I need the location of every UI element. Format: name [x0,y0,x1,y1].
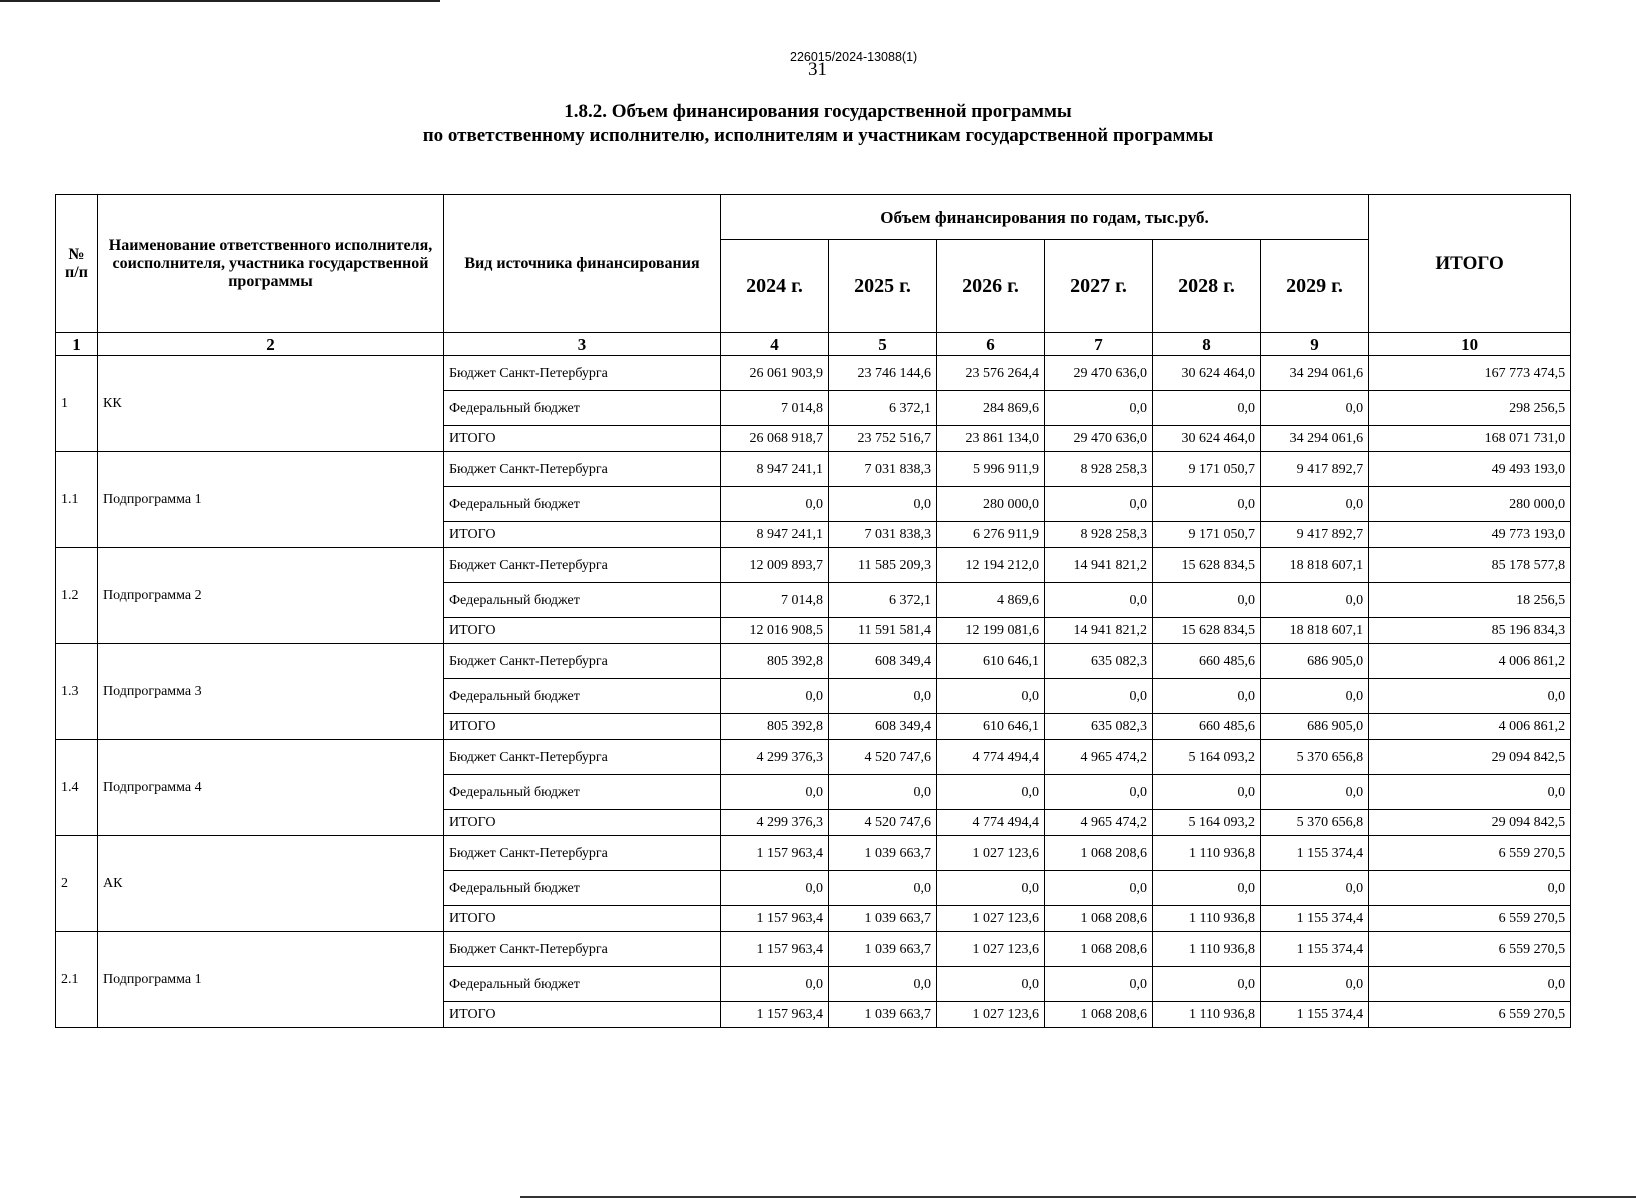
year-value: 0,0 [1261,775,1369,810]
year-value: 18 818 607,1 [1261,548,1369,583]
year-value: 4 299 376,3 [721,740,829,775]
year-value: 1 157 963,4 [721,1002,829,1028]
year-value: 23 752 516,7 [829,426,937,452]
row-total-value: 298 256,5 [1369,391,1571,426]
year-value: 15 628 834,5 [1153,618,1261,644]
year-value: 0,0 [1045,871,1153,906]
column-number: 9 [1261,333,1369,356]
year-value: 1 039 663,7 [829,906,937,932]
group-name: Подпрограмма 1 [98,452,444,548]
column-number: 10 [1369,333,1571,356]
header-year: 2028 г. [1153,240,1261,333]
year-value: 0,0 [721,967,829,1002]
year-value: 635 082,3 [1045,714,1153,740]
page-number: 31 [808,59,827,80]
funding-source: Бюджет Санкт-Петербурга [444,932,721,967]
year-value: 0,0 [829,679,937,714]
year-value: 6 372,1 [829,391,937,426]
year-value: 0,0 [721,679,829,714]
year-value: 660 485,6 [1153,644,1261,679]
year-value: 1 155 374,4 [1261,906,1369,932]
year-value: 4 774 494,4 [937,810,1045,836]
year-value: 4 520 747,6 [829,810,937,836]
year-value: 0,0 [721,775,829,810]
header-year: 2026 г. [937,240,1045,333]
year-value: 608 349,4 [829,644,937,679]
year-value: 0,0 [1153,775,1261,810]
year-value: 23 576 264,4 [937,356,1045,391]
year-value: 1 110 936,8 [1153,932,1261,967]
year-value: 280 000,0 [937,487,1045,522]
year-value: 26 061 903,9 [721,356,829,391]
header-no: № п/п [56,195,98,333]
year-value: 635 082,3 [1045,644,1153,679]
header-name: Наименование ответственного исполнителя, соисполнителя, участника государственной программы [98,195,444,333]
row-total-value: 49 493 193,0 [1369,452,1571,487]
year-value: 7 014,8 [721,391,829,426]
year-value: 1 068 208,6 [1045,1002,1153,1028]
header-source: Вид источника финансирования [444,195,721,333]
funding-source: Бюджет Санкт-Петербурга [444,452,721,487]
year-value: 1 155 374,4 [1261,1002,1369,1028]
year-value: 30 624 464,0 [1153,426,1261,452]
year-value: 0,0 [1153,487,1261,522]
year-value: 0,0 [1045,967,1153,1002]
column-number-row [56,333,1571,356]
document-title [0,100,1636,148]
year-value: 0,0 [937,967,1045,1002]
header-year: 2029 г. [1261,240,1369,333]
year-value: 1 110 936,8 [1153,836,1261,871]
funding-source: Федеральный бюджет [444,487,721,522]
year-value: 0,0 [1153,871,1261,906]
row-total-value: 0,0 [1369,967,1571,1002]
group-name: АК [98,836,444,932]
year-value: 11 591 581,4 [829,618,937,644]
year-value: 11 585 209,3 [829,548,937,583]
funding-source: Федеральный бюджет [444,871,721,906]
group-number: 1.4 [56,740,98,836]
year-value: 0,0 [1153,583,1261,618]
funding-source: ИТОГО [444,906,721,932]
row-total-value: 4 006 861,2 [1369,714,1571,740]
funding-source: Бюджет Санкт-Петербурга [444,836,721,871]
year-value: 26 068 918,7 [721,426,829,452]
row-total-value: 6 559 270,5 [1369,1002,1571,1028]
year-value: 0,0 [829,487,937,522]
year-value: 610 646,1 [937,714,1045,740]
year-value: 14 941 821,2 [1045,548,1153,583]
year-value: 0,0 [721,487,829,522]
funding-source: ИТОГО [444,1002,721,1028]
year-value: 9 417 892,7 [1261,452,1369,487]
year-value: 0,0 [1045,391,1153,426]
year-value: 4 965 474,2 [1045,810,1153,836]
row-city-budget [56,548,1571,583]
group-name: КК [98,356,444,452]
row-city-budget [56,356,1571,391]
year-value: 0,0 [937,871,1045,906]
year-value: 0,0 [937,775,1045,810]
funding-source: ИТОГО [444,714,721,740]
header-years-group: Объем финансирования по годам, тыс.руб. [721,195,1369,240]
row-total-value: 0,0 [1369,679,1571,714]
scan-edge-top [0,0,440,2]
year-value: 0,0 [829,871,937,906]
row-total-value: 167 773 474,5 [1369,356,1571,391]
year-value: 12 016 908,5 [721,618,829,644]
year-value: 1 068 208,6 [1045,906,1153,932]
funding-source: Федеральный бюджет [444,391,721,426]
year-value: 805 392,8 [721,644,829,679]
year-value: 5 164 093,2 [1153,810,1261,836]
column-number: 3 [444,333,721,356]
year-value: 12 009 893,7 [721,548,829,583]
year-value: 29 470 636,0 [1045,356,1153,391]
row-total-value: 6 559 270,5 [1369,906,1571,932]
year-value: 23 746 144,6 [829,356,937,391]
group-name: Подпрограмма 1 [98,932,444,1028]
row-city-budget [56,836,1571,871]
year-value: 4 520 747,6 [829,740,937,775]
financing-table [55,194,1571,1028]
year-value: 30 624 464,0 [1153,356,1261,391]
group-name: Подпрограмма 2 [98,548,444,644]
column-number: 8 [1153,333,1261,356]
registration-number: 226015/2024-13088(1) [790,50,918,64]
year-value: 5 996 911,9 [937,452,1045,487]
title-line-2: по ответственному исполнителю, исполнителям и участникам государственной программы [422,125,1214,146]
header-row-1 [56,195,1571,240]
group-number: 2 [56,836,98,932]
year-value: 1 110 936,8 [1153,1002,1261,1028]
year-value: 0,0 [1261,871,1369,906]
funding-source: ИТОГО [444,522,721,548]
column-number: 6 [937,333,1045,356]
year-value: 1 068 208,6 [1045,932,1153,967]
funding-source: Федеральный бюджет [444,967,721,1002]
group-number: 1.1 [56,452,98,548]
year-value: 1 068 208,6 [1045,836,1153,871]
row-total-value: 4 006 861,2 [1369,644,1571,679]
column-number: 7 [1045,333,1153,356]
year-value: 8 947 241,1 [721,522,829,548]
year-value: 29 470 636,0 [1045,426,1153,452]
group-name: Подпрограмма 4 [98,740,444,836]
funding-source: Федеральный бюджет [444,775,721,810]
year-value: 1 110 936,8 [1153,906,1261,932]
year-value: 15 628 834,5 [1153,548,1261,583]
year-value: 0,0 [1045,775,1153,810]
year-value: 284 869,6 [937,391,1045,426]
year-value: 1 027 123,6 [937,836,1045,871]
funding-source: Бюджет Санкт-Петербурга [444,548,721,583]
year-value: 0,0 [1153,679,1261,714]
row-total-value: 0,0 [1369,775,1571,810]
row-city-budget [56,740,1571,775]
row-total-value: 85 178 577,8 [1369,548,1571,583]
row-city-budget [56,932,1571,967]
column-number: 1 [56,333,98,356]
year-value: 5 164 093,2 [1153,740,1261,775]
year-value: 1 157 963,4 [721,836,829,871]
year-value: 5 370 656,8 [1261,810,1369,836]
year-value: 12 199 081,6 [937,618,1045,644]
year-value: 5 370 656,8 [1261,740,1369,775]
year-value: 686 905,0 [1261,714,1369,740]
group-number: 2.1 [56,932,98,1028]
row-total-value: 18 256,5 [1369,583,1571,618]
year-value: 1 027 123,6 [937,906,1045,932]
year-value: 9 171 050,7 [1153,522,1261,548]
year-value: 8 928 258,3 [1045,452,1153,487]
row-total-value: 85 196 834,3 [1369,618,1571,644]
year-value: 0,0 [829,775,937,810]
title-line-1: 1.8.2. Объем финансирования государственной программы [564,101,1072,122]
year-value: 1 155 374,4 [1261,836,1369,871]
row-total-value: 6 559 270,5 [1369,932,1571,967]
funding-source: Бюджет Санкт-Петербурга [444,356,721,391]
year-value: 6 372,1 [829,583,937,618]
row-total-value: 0,0 [1369,871,1571,906]
year-value: 7 014,8 [721,583,829,618]
year-value: 4 869,6 [937,583,1045,618]
funding-source: Федеральный бюджет [444,679,721,714]
funding-source: ИТОГО [444,810,721,836]
year-value: 4 965 474,2 [1045,740,1153,775]
header-year: 2025 г. [829,240,937,333]
year-value: 8 947 241,1 [721,452,829,487]
year-value: 0,0 [1261,583,1369,618]
funding-source: ИТОГО [444,426,721,452]
row-total-value: 49 773 193,0 [1369,522,1571,548]
year-value: 0,0 [937,679,1045,714]
year-value: 9 171 050,7 [1153,452,1261,487]
year-value: 608 349,4 [829,714,937,740]
year-value: 1 039 663,7 [829,932,937,967]
year-value: 9 417 892,7 [1261,522,1369,548]
year-value: 660 485,6 [1153,714,1261,740]
funding-source: ИТОГО [444,618,721,644]
year-value: 1 157 963,4 [721,932,829,967]
year-value: 8 928 258,3 [1045,522,1153,548]
year-value: 610 646,1 [937,644,1045,679]
year-value: 1 027 123,6 [937,1002,1045,1028]
row-total-value: 29 094 842,5 [1369,740,1571,775]
header-year: 2024 г. [721,240,829,333]
year-value: 0,0 [1153,391,1261,426]
year-value: 1 039 663,7 [829,1002,937,1028]
year-value: 23 861 134,0 [937,426,1045,452]
row-total-value: 29 094 842,5 [1369,810,1571,836]
year-value: 0,0 [721,871,829,906]
row-total-value: 168 071 731,0 [1369,426,1571,452]
row-city-budget [56,644,1571,679]
year-value: 7 031 838,3 [829,452,937,487]
funding-source: Федеральный бюджет [444,583,721,618]
year-value: 7 031 838,3 [829,522,937,548]
scan-edge-bottom [520,1196,1636,1198]
column-number: 2 [98,333,444,356]
year-value: 14 941 821,2 [1045,618,1153,644]
year-value: 805 392,8 [721,714,829,740]
group-number: 1.3 [56,644,98,740]
year-value: 4 299 376,3 [721,810,829,836]
header-year: 2027 г. [1045,240,1153,333]
row-total-value: 6 559 270,5 [1369,836,1571,871]
row-total-value: 280 000,0 [1369,487,1571,522]
year-value: 0,0 [1153,967,1261,1002]
year-value: 0,0 [1045,583,1153,618]
column-number: 5 [829,333,937,356]
year-value: 686 905,0 [1261,644,1369,679]
column-number: 4 [721,333,829,356]
row-city-budget [56,452,1571,487]
funding-source: Бюджет Санкт-Петербурга [444,644,721,679]
table-body [56,356,1571,1028]
year-value: 1 027 123,6 [937,932,1045,967]
year-value: 1 157 963,4 [721,906,829,932]
year-value: 0,0 [1261,967,1369,1002]
year-value: 34 294 061,6 [1261,426,1369,452]
year-value: 0,0 [1045,679,1153,714]
year-value: 0,0 [1261,679,1369,714]
group-name: Подпрограмма 3 [98,644,444,740]
year-value: 1 039 663,7 [829,836,937,871]
year-value: 18 818 607,1 [1261,618,1369,644]
year-value: 34 294 061,6 [1261,356,1369,391]
year-value: 0,0 [1261,391,1369,426]
year-value: 12 194 212,0 [937,548,1045,583]
year-value: 6 276 911,9 [937,522,1045,548]
year-value: 0,0 [1261,487,1369,522]
year-value: 0,0 [829,967,937,1002]
group-number: 1 [56,356,98,452]
year-value: 0,0 [1045,487,1153,522]
header-total: ИТОГО [1369,195,1571,333]
year-value: 4 774 494,4 [937,740,1045,775]
group-number: 1.2 [56,548,98,644]
year-value: 1 155 374,4 [1261,932,1369,967]
funding-source: Бюджет Санкт-Петербурга [444,740,721,775]
